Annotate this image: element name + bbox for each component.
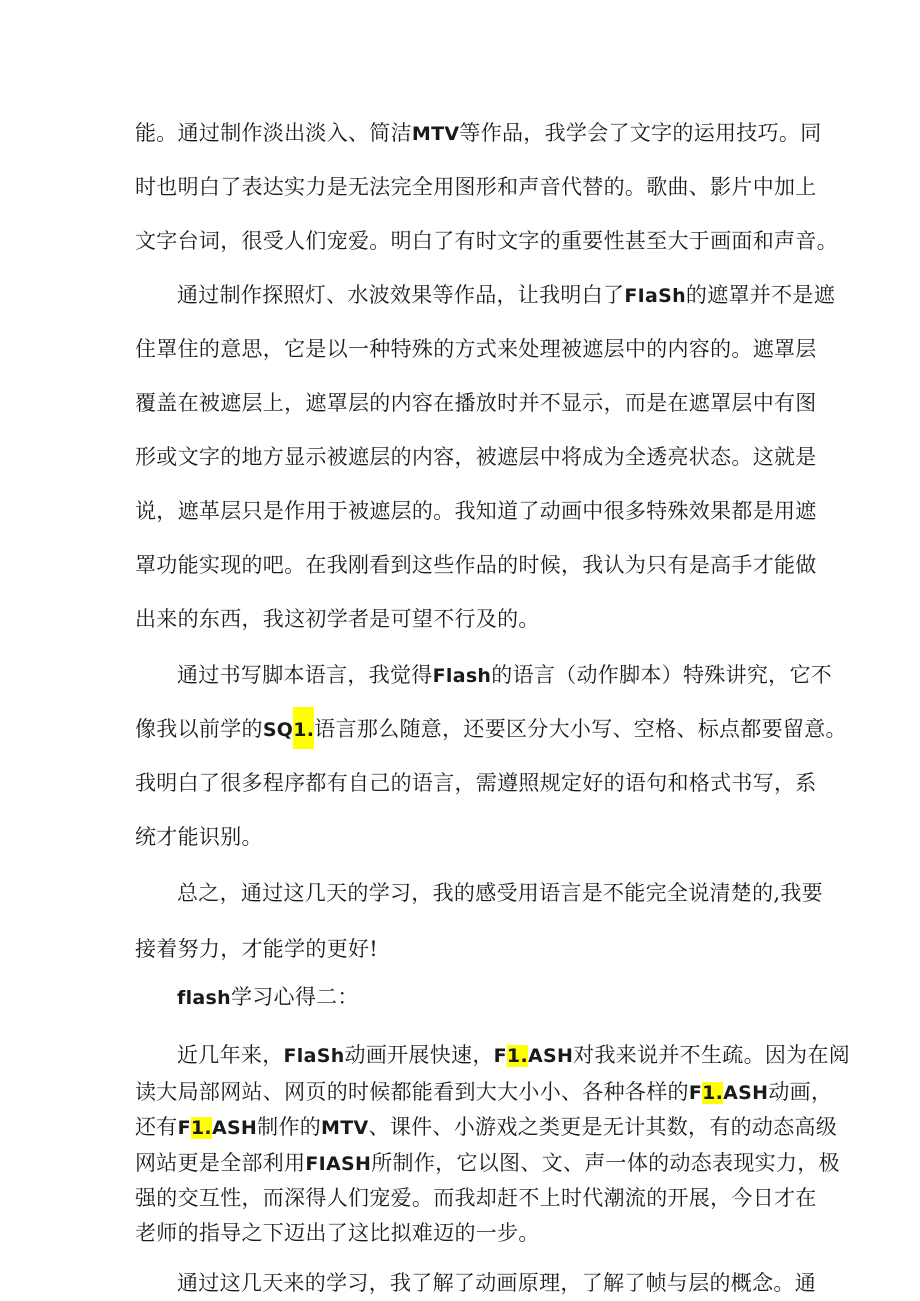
text-run: 动画， [768,1080,833,1104]
section-heading [177,982,359,1013]
p5-line2 [135,1077,832,1108]
p5-line6: 老师的指导之下迈出了这比拟难迈的一步。 [135,1221,540,1245]
p5-line5: 强的交互性，而深得人们宠爱。而我却赶不上时代潮流的开展，今日才在 [135,1186,817,1210]
p3-line2 [135,714,847,745]
highlighted-text: 1. [190,1117,212,1139]
p5-line4 [135,1148,840,1179]
highlighted-text: 1. [702,1082,724,1104]
p2-line5: 说，遮革层只是作用于被遮层的。我知道了动画中很多特殊效果都是用遮 [135,499,817,523]
bold-term: Flash [432,665,492,687]
bold-term: MTV [321,1117,369,1139]
text-run: 、课件、小游戏之类更是无计其数，有的动态高级 [368,1115,838,1139]
bold-term: ASH [723,1082,769,1104]
p2-line4: 形或文字的地方显示被遮层的内容，被遮层中将成为全透亮状态。这就是 [135,445,817,469]
bold-term: ASH [211,1117,258,1139]
heading-term: flash [177,987,231,1009]
text-run: 对我来说并不生疏。因为在阅 [573,1043,851,1067]
p1-line2: 时也明白了表达实力是无法完全用图形和声音代替的。歌曲、影片中加上 [135,175,817,199]
text-run: 动画开展快速， [344,1043,494,1067]
text-run: 等作品，我学会了文字的运用技巧。同 [459,121,822,145]
text-run: 通过书写脚本语言，我觉得 [177,663,433,687]
p3-line4: 统才能识别。 [135,825,263,849]
text-run: 读大局部网站、网页的时候都能看到大大小小、各种各样的 [135,1080,689,1104]
p5-line3 [135,1112,837,1143]
p2-line7: 出来的东西，我这初学者是可望不行及的。 [135,607,540,631]
text-run: 语言那么随意，还要区分大小写、空格、标点都要留意。 [314,717,847,741]
text-run: 的语言（动作脚本）特殊讲究，它不 [491,663,833,687]
bold-term: FIASH [305,1153,372,1175]
bold-term: FIaSh [624,285,686,307]
text-run: 所制作，它以图、文、声一体的动态表现实力，极 [371,1151,840,1175]
text-run: 能。通过制作淡出淡入、简洁 [135,121,412,145]
p4-line1: 总之，通过这几天的学习，我的感受用语言是不能完全说清楚的,我要 [177,881,823,905]
p3-line1 [177,660,832,691]
text-run: 的遮罩并不是遮 [685,283,836,307]
bold-term: F [177,1117,191,1139]
bold-term: ASH [527,1045,574,1067]
text-run: 制作的 [257,1115,322,1139]
p1-line1 [135,118,822,149]
p1-line3: 文字台词，很受人们宠爱。明白了有时文字的重要性甚至大于画面和声音。 [135,229,838,253]
text-run: 网站更是全部利用 [135,1151,306,1175]
p2-line3: 覆盖在被遮层上，遮罩层的内容在播放时并不显示，而是在遮罩层中有图 [135,391,817,415]
bold-term: F [493,1045,507,1067]
text-run: 还有 [135,1115,178,1139]
p5-line1 [177,1040,850,1071]
bold-term: MTV [411,123,460,145]
bold-term: FlaSh [283,1045,345,1067]
p2-line2: 住罩住的意思，它是以一种特殊的方式来处理被遮层中的内容的。遮罩层 [135,337,817,361]
text-run: 通过制作探照灯、水波效果等作品，让我明白了 [177,283,625,307]
p2-line1 [177,280,835,311]
bold-term: SQ [262,719,294,741]
p2-line6: 罩功能实现的吧。在我刚看到这些作品的时候，我认为只有是高手才能做 [135,553,817,577]
p6-line1: 通过这几天来的学习，我了解了动画原理，了解了帧与层的概念。通 [177,1271,816,1295]
highlighted-text: 1. [293,707,314,749]
highlighted-text: 1. [506,1045,528,1067]
p4-line2: 接着努力，才能学的更好! [135,937,379,961]
text-run: 近几年来， [177,1043,284,1067]
bold-term: F [688,1082,703,1104]
p3-line3: 我明白了很多程序都有自己的语言，需遵照规定好的语句和格式书写，系 [135,771,817,795]
heading-text: 学习心得二： [230,985,359,1009]
text-run: 像我以前学的 [135,717,263,741]
